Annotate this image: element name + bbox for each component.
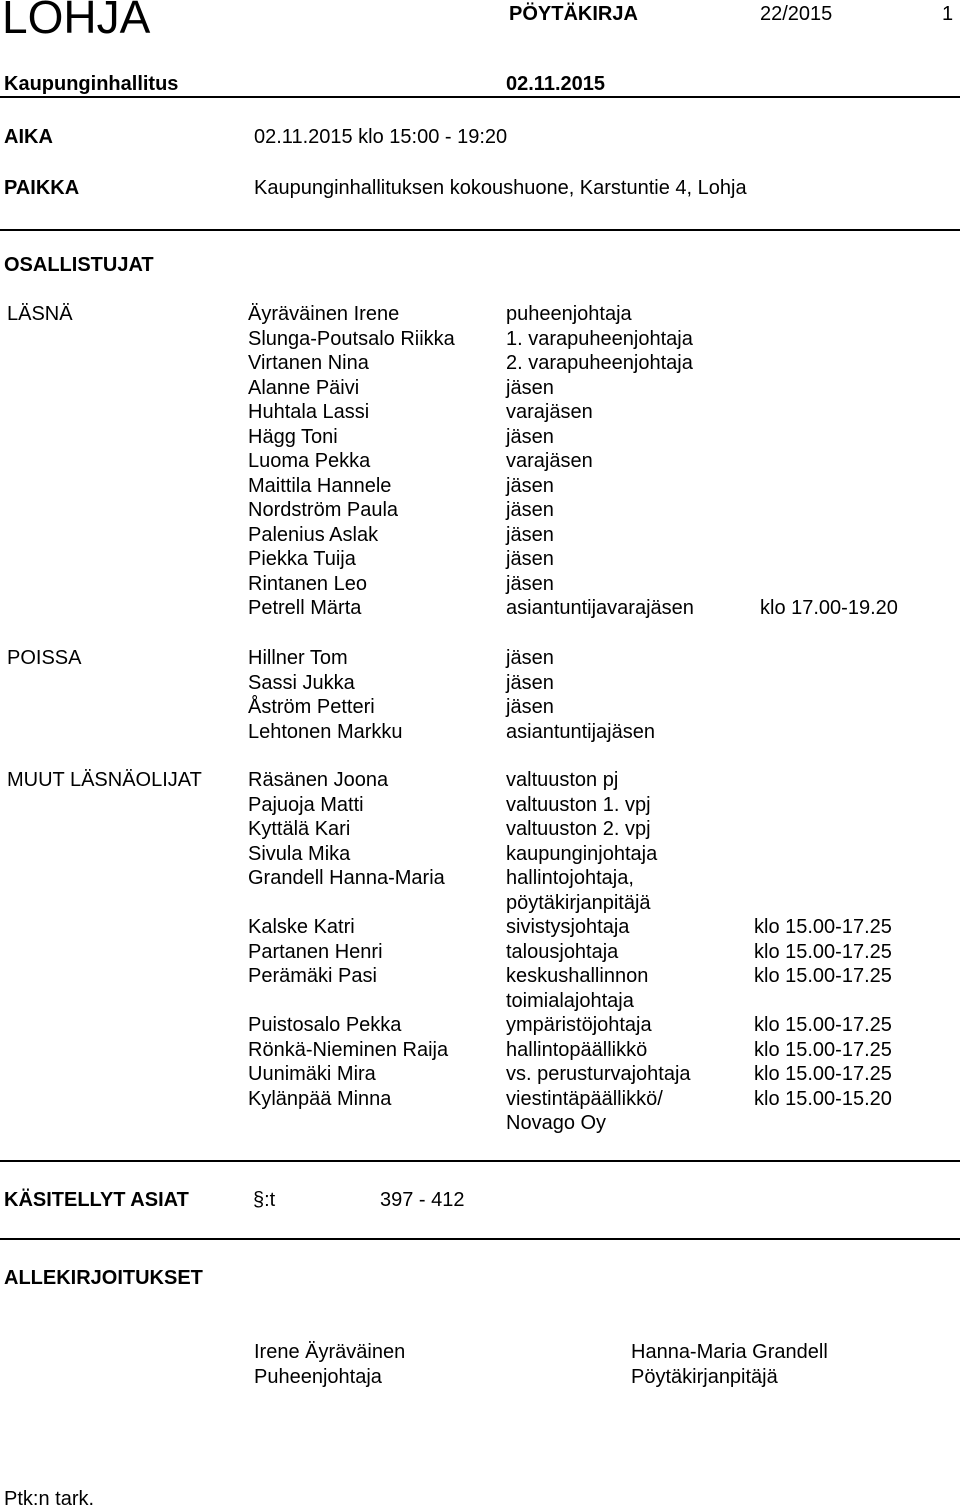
participant-name: Kyttälä Kari	[248, 818, 351, 840]
participant-row	[0, 1089, 960, 1113]
participant-name: Piekka Tuija	[248, 548, 356, 570]
participant-row	[0, 451, 960, 475]
footer-check: Ptk:n tark.	[4, 1488, 95, 1510]
participant-name: Luoma Pekka	[248, 450, 371, 472]
participant-name: Alanne Päivi	[248, 376, 360, 399]
participant-row	[0, 673, 960, 697]
participant-role: puheenjohtaja	[506, 303, 632, 325]
participant-name: Puistosalo Pekka	[248, 1014, 402, 1036]
participant-row	[0, 1040, 960, 1064]
participant-role: jäsen	[506, 376, 554, 399]
participant-role: asiantuntijavarajäsen	[506, 597, 694, 619]
page-number: 1	[942, 3, 954, 25]
participant-time-note: klo 17.00-19.20	[760, 597, 898, 619]
participant-time-note: klo 15.00-15.20	[754, 1087, 892, 1110]
participant-role: pöytäkirjanpitäjä	[506, 891, 651, 914]
participant-role: 2. varapuheenjohtaja	[506, 352, 693, 374]
header-divider	[0, 96, 960, 98]
signature-left-title: Puheenjohtaja	[254, 1366, 382, 1388]
participant-row	[0, 844, 960, 868]
participant-role: varajäsen	[506, 450, 593, 472]
participant-time-note: klo 15.00-17.25	[754, 1038, 892, 1061]
handled-divider	[0, 1238, 960, 1240]
participant-row	[0, 353, 960, 377]
participant-name: Räsänen Joona	[248, 769, 389, 791]
participant-row	[0, 476, 960, 500]
logo: LOHJA	[2, 0, 151, 43]
doc-number: 22/2015	[760, 3, 833, 25]
participant-role: 1. varapuheenjohtaja	[506, 327, 693, 350]
time-label: AIKA	[4, 126, 53, 148]
participant-role: jäsen	[506, 474, 554, 497]
participant-name: Rönkä-Nieminen Raija	[248, 1038, 449, 1061]
participant-role: valtuuston 2. vpj	[506, 818, 651, 840]
participant-name: Hillner Tom	[248, 647, 348, 669]
participant-row	[0, 402, 960, 426]
participant-name: Partanen Henri	[248, 940, 383, 963]
meeting-date: 02.11.2015	[506, 73, 605, 95]
participant-role: jäsen	[506, 425, 554, 448]
place-value: Kaupunginhallituksen kokoushuone, Karstuntie 4, Lohja	[254, 177, 747, 199]
participant-role: Novago Oy	[506, 1112, 607, 1134]
participant-role: varajäsen	[506, 401, 593, 423]
participant-name: Grandell Hanna-Maria	[248, 867, 445, 889]
participant-role: valtuuston 1. vpj	[506, 793, 651, 816]
participant-name: Lehtonen Markku	[248, 720, 403, 743]
participant-role: hallintojohtaja,	[506, 867, 634, 889]
participant-name: Perämäki Pasi	[248, 965, 377, 987]
participant-role: keskushallinnon	[506, 965, 649, 987]
participant-name: Slunga-Poutsalo Riikka	[248, 327, 455, 350]
participant-role: jäsen	[506, 523, 554, 546]
participant-name: Nordström Paula	[248, 499, 399, 521]
present-label: LÄSNÄ	[7, 303, 73, 325]
meta-divider	[0, 229, 960, 231]
participant-role: ympäristöjohtaja	[506, 1014, 652, 1036]
participant-role: jäsen	[506, 548, 554, 570]
participant-name: Uunimäki Mira	[248, 1063, 376, 1085]
participant-name: Virtanen Nina	[248, 352, 369, 374]
participant-row	[0, 525, 960, 549]
participant-time-note: klo 15.00-17.25	[754, 965, 892, 987]
participant-row	[0, 574, 960, 598]
participant-role: toimialajohtaja	[506, 989, 634, 1012]
place-label: PAIKKA	[4, 177, 80, 199]
participant-row	[0, 770, 960, 794]
participants-divider	[0, 1160, 960, 1162]
participant-name: Rintanen Leo	[248, 572, 367, 595]
participant-role: hallintopäällikkö	[506, 1038, 648, 1061]
participant-row	[0, 1113, 960, 1137]
participant-row	[0, 648, 960, 672]
participant-row	[0, 917, 960, 941]
absent-label: POISSA	[7, 647, 82, 669]
participant-name: Pajuoja Matti	[248, 793, 364, 816]
participant-role: vs. perusturvajohtaja	[506, 1063, 691, 1085]
participant-row	[0, 1015, 960, 1039]
participant-role: sivistysjohtaja	[506, 916, 630, 938]
participant-row	[0, 722, 960, 746]
participant-time-note: klo 15.00-17.25	[754, 1063, 892, 1085]
handled-label: KÄSITELLYT ASIAT	[4, 1189, 189, 1211]
participant-row	[0, 942, 960, 966]
participant-row	[0, 868, 960, 892]
participant-role: viestintäpäällikkö/	[506, 1087, 663, 1110]
participant-name: Åström Petteri	[248, 696, 375, 718]
participant-role: valtuuston pj	[506, 769, 619, 791]
participant-name: Maittila Hannele	[248, 474, 392, 497]
participant-role: jäsen	[506, 499, 554, 521]
signature-left-name: Irene Äyräväinen	[254, 1341, 406, 1363]
participant-row	[0, 795, 960, 819]
participants-heading: OSALLISTUJAT	[4, 254, 154, 276]
participant-row	[0, 329, 960, 353]
participant-role: jäsen	[506, 696, 554, 718]
signature-right-title: Pöytäkirjanpitäjä	[631, 1366, 778, 1388]
handled-range: 397 - 412	[380, 1189, 465, 1211]
participant-row	[0, 1064, 960, 1088]
body-name: Kaupunginhallitus	[4, 73, 179, 95]
signatures-label: ALLEKIRJOITUKSET	[4, 1267, 203, 1289]
participant-name: Kylänpää Minna	[248, 1087, 392, 1110]
participant-name: Sivula Mika	[248, 842, 351, 865]
others-label: MUUT LÄSNÄOLIJAT	[7, 769, 202, 791]
participant-row	[0, 378, 960, 402]
participant-name: Äyräväinen Irene	[248, 303, 400, 325]
participant-row	[0, 697, 960, 721]
participant-role: asiantuntijajäsen	[506, 720, 655, 743]
participant-name: Sassi Jukka	[248, 671, 355, 694]
participant-time-note: klo 15.00-17.25	[754, 1014, 892, 1036]
participant-name: Hägg Toni	[248, 425, 338, 448]
doc-type: PÖYTÄKIRJA	[509, 3, 638, 25]
participant-time-note: klo 15.00-17.25	[754, 940, 892, 963]
participant-name: Petrell Märta	[248, 597, 362, 619]
participant-role: jäsen	[506, 671, 554, 694]
participant-role: talousjohtaja	[506, 940, 619, 963]
participant-row	[0, 500, 960, 524]
participant-name: Palenius Aslak	[248, 523, 379, 546]
participant-row	[0, 427, 960, 451]
participant-role: kaupunginjohtaja	[506, 842, 658, 865]
handled-prefix: §:t	[253, 1189, 276, 1211]
participant-row	[0, 819, 960, 843]
participant-row	[0, 549, 960, 573]
time-value: 02.11.2015 klo 15:00 - 19:20	[254, 126, 508, 148]
participant-row	[0, 893, 960, 917]
participant-time-note: klo 15.00-17.25	[754, 916, 892, 938]
participant-row	[0, 304, 960, 328]
participant-row	[0, 598, 960, 622]
participant-row	[0, 966, 960, 990]
participant-name: Huhtala Lassi	[248, 401, 370, 423]
signature-right-name: Hanna-Maria Grandell	[631, 1341, 828, 1363]
participant-name: Kalske Katri	[248, 916, 355, 938]
participant-row	[0, 991, 960, 1015]
participant-role: jäsen	[506, 647, 554, 669]
participant-role: jäsen	[506, 572, 554, 595]
